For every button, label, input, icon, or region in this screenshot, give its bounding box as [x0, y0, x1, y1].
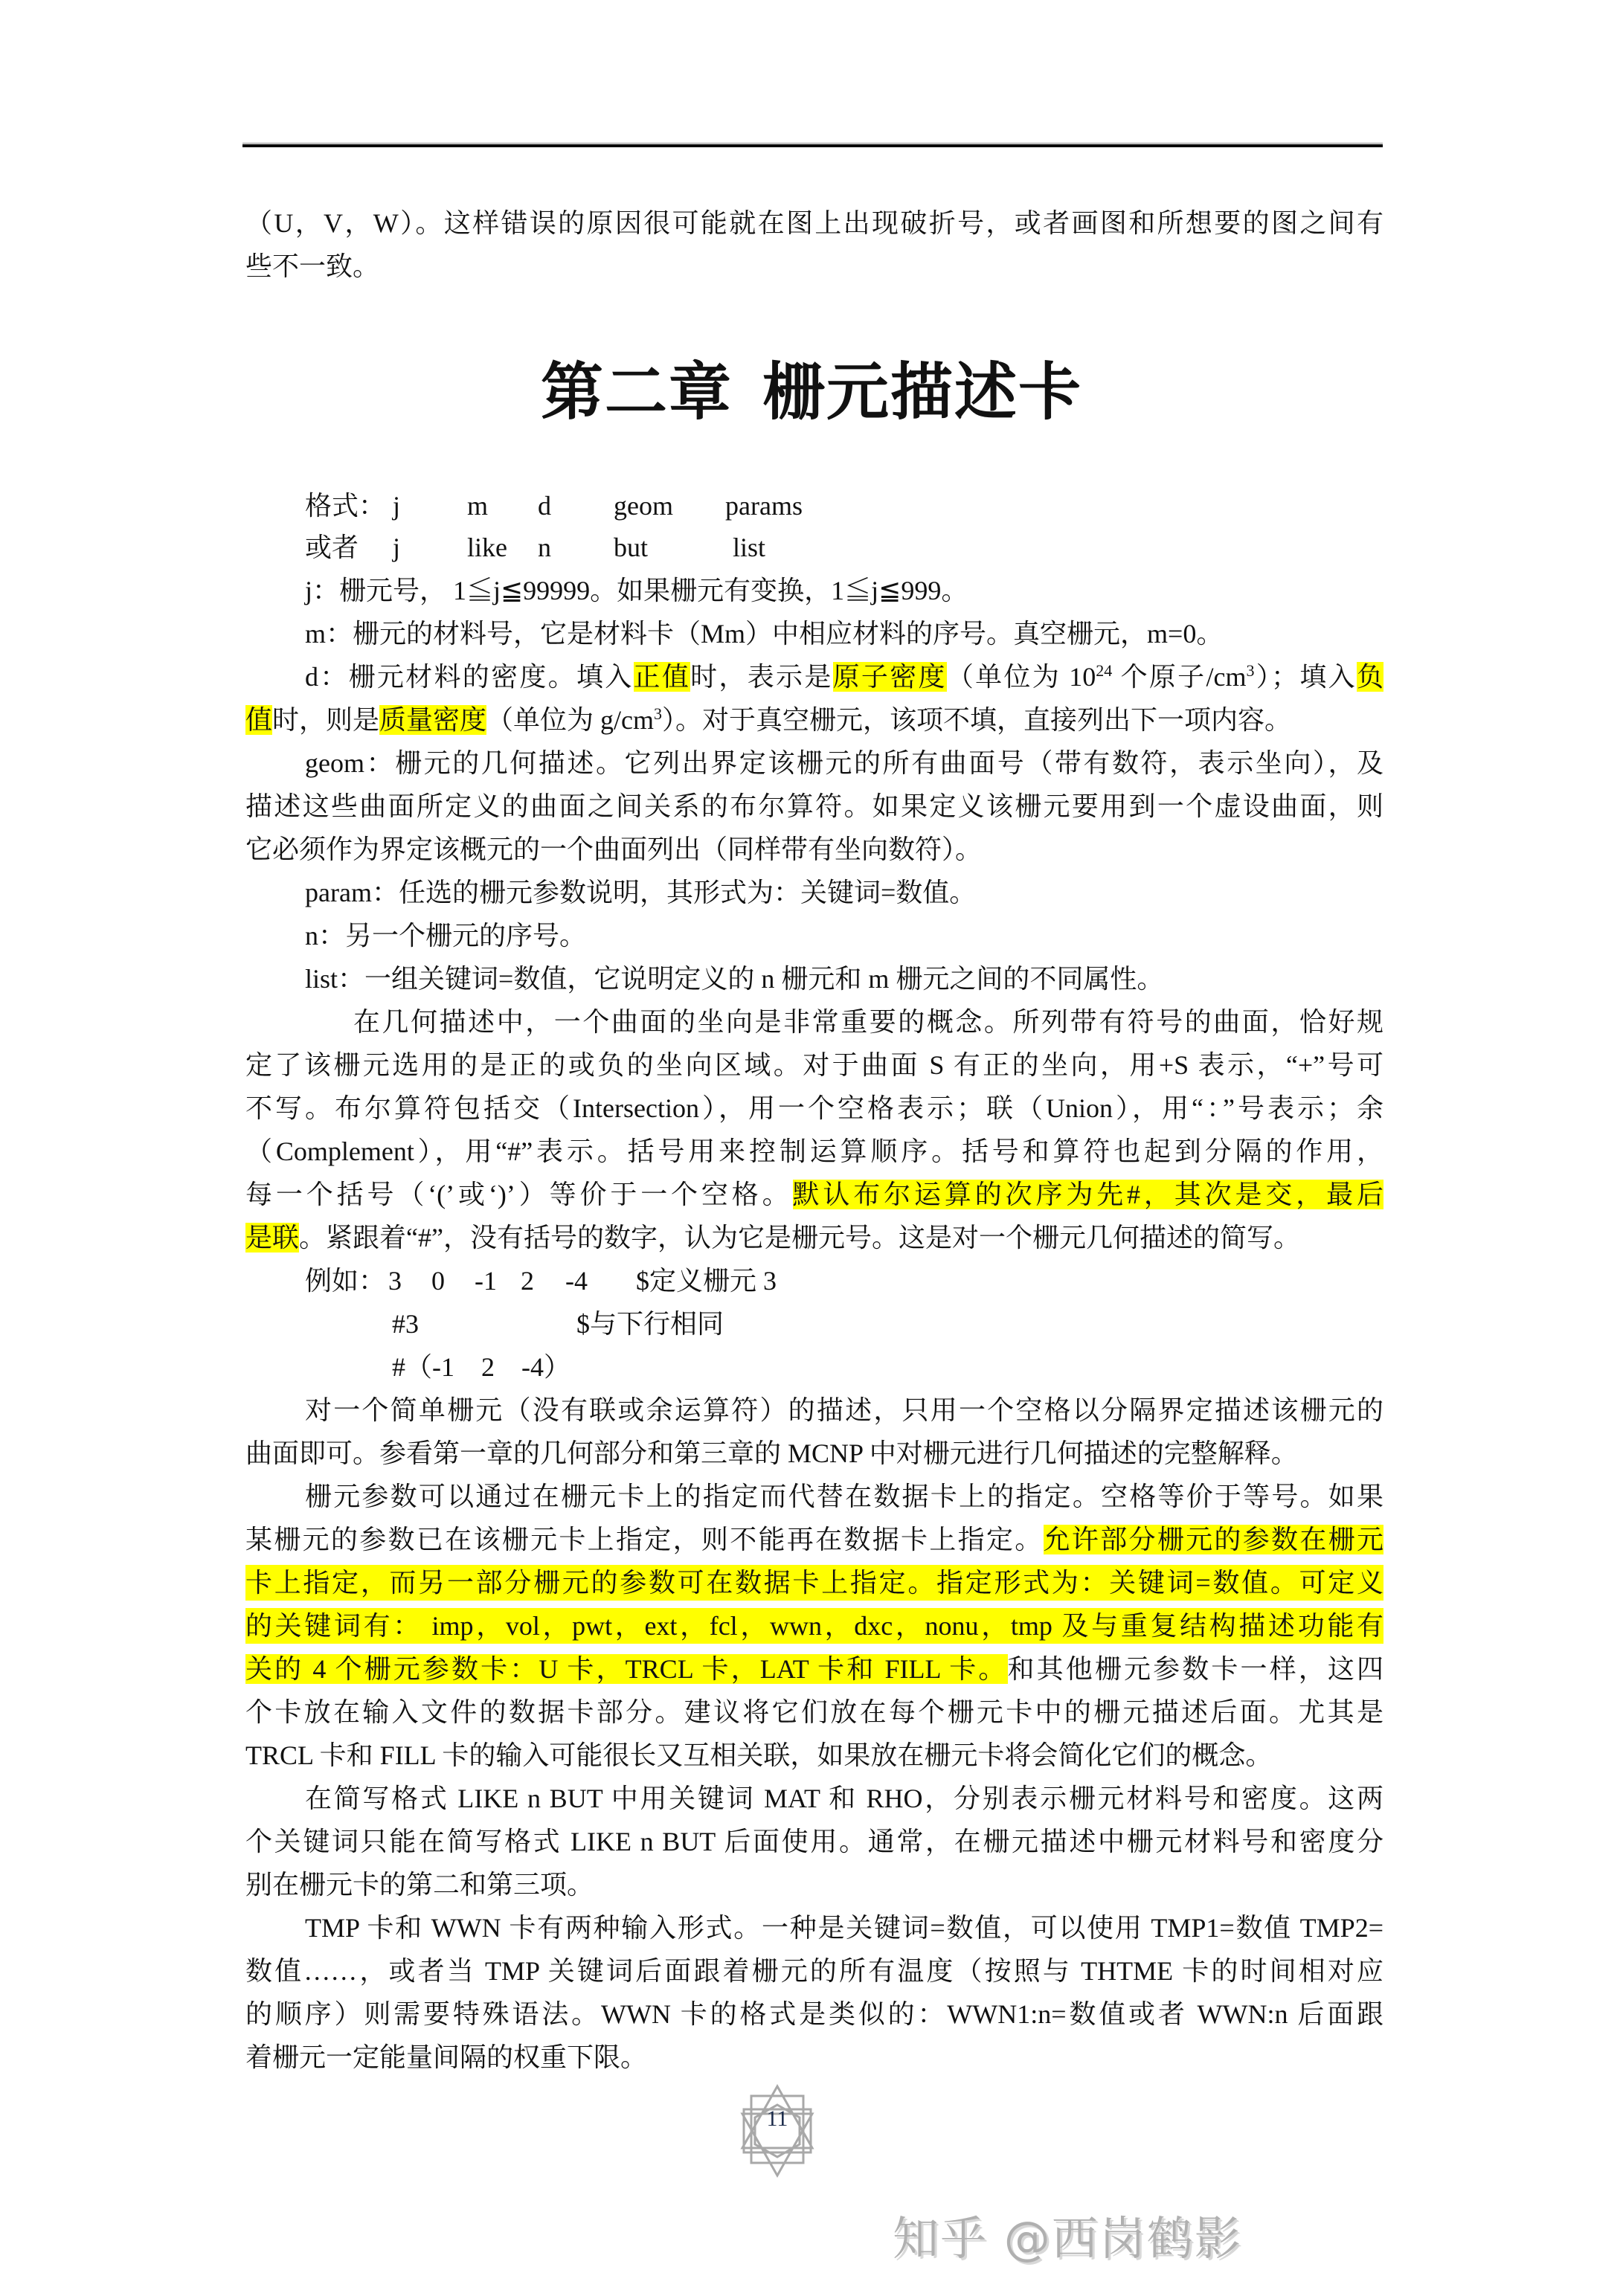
text: 某栅元的参数已在该栅元卡上指定，则不能再在数据卡上指定。 — [245, 1525, 1044, 1554]
example-comment: $与下行相同 — [576, 1309, 724, 1339]
header-rule-thin — [242, 143, 1383, 144]
tmp-para-line4: 着栅元一定能量间隔的权重下限。 — [245, 2042, 648, 2072]
format-field-d: d — [538, 491, 551, 521]
chapter-name: 栅元描述卡 — [762, 356, 1083, 428]
superscript: 24 — [1096, 661, 1113, 680]
geometry-para-line5 — [245, 1177, 1383, 1212]
geometry-para-line3: 不写。布尔算符包括交（Intersection），用一个空格表示；联（Union），用“：”号表示；余 — [245, 1093, 1383, 1123]
def-d-line2 — [245, 702, 1383, 738]
tmp-para-line3: 的顺序）则需要特殊语法。WWN 卡的格式是类似的：WWN1:n=数值或者 WWN:n 后面跟 — [245, 1999, 1383, 2029]
highlight-mass-density: 质量密度 — [379, 705, 487, 735]
format-field-params: params — [725, 491, 803, 521]
params-para-line3: 卡上指定，而另一部分栅元的参数可在数据卡上指定。指定形式为：关键词=数值。可定义 — [245, 1565, 1383, 1601]
example-value: -4 — [565, 1266, 588, 1296]
example-comment: $定义栅元 3 — [636, 1266, 777, 1296]
params-para-line2 — [245, 1522, 1383, 1557]
highlight-boolean-order: 默认布尔运算的次序为先#，其次是交，最后 — [792, 1180, 1383, 1209]
text: 。紧跟着“#”，没有括号的数字，认为它是栅元号。这是对一个栅元几何描述的简写。 — [299, 1223, 1300, 1252]
format-alt-field-but: but — [614, 533, 649, 562]
highlight-boolean-order-end: 是联 — [245, 1223, 300, 1252]
intro-line-1: （U，V，W）。这样错误的原因很可能就在图上出现破折号，或者画图和所想要的图之间有 — [245, 208, 1383, 238]
highlight-positive: 正值 — [633, 662, 691, 692]
example-row-3: #（-1 2 -4） — [392, 1352, 571, 1382]
like-para-line3: 别在栅元卡的第二和第三项。 — [245, 1870, 594, 1900]
def-param: param：任选的栅元参数说明，其形式为：关键词=数值。 — [305, 878, 977, 907]
tmp-para-line2: 数值……，或者当 TMP 关键词后面跟着栅元的所有温度（按照与 THTME 卡的时间相对应 — [245, 1956, 1383, 1986]
example-value: 2 — [521, 1266, 534, 1296]
example-label: 例如： — [305, 1266, 386, 1296]
def-m: m：栅元的材料号，它是材料卡（Mm）中相应材料的序号。真空栅元，m=0。 — [305, 619, 1224, 649]
format-field-m: m — [467, 491, 489, 521]
page-number: 11 — [766, 2106, 788, 2131]
example-value: 3 — [388, 1266, 402, 1296]
def-geom-line3: 它必须作为界定该概元的一个曲面列出（同样带有坐向数符）。 — [245, 835, 983, 864]
watermark: 知乎 @西岗鹤影 — [893, 2211, 1242, 2266]
text: ）；填入 — [1254, 662, 1357, 692]
text: 时，表示是 — [690, 662, 833, 692]
format-alt-field-like: like — [467, 533, 507, 562]
format-alt-field-j: j — [393, 533, 401, 562]
text: （单位为 g/cm — [486, 705, 655, 735]
highlight-negative-a: 负 — [1356, 662, 1383, 692]
def-list: list：一组关键词=数值，它说明定义的 n 栅元和 m 栅元之间的不同属性。 — [305, 964, 1164, 994]
superscript: 3 — [1246, 661, 1255, 680]
params-para-line1: 栅元参数可以通过在栅元卡上的指定而代替在数据卡上的指定。空格等价于等号。如果 — [305, 1482, 1383, 1511]
params-para-line4: 的关键词有： imp，vol，pwt，ext，fcl，wwn，dxc，nonu，tmp 及与重复结构描述功能有 — [245, 1608, 1383, 1644]
chapter-title — [0, 342, 1623, 432]
like-para-line1: 在简写格式 LIKE n BUT 中用关键词 MAT 和 RHO，分别表示栅元材料号和密度。这两 — [305, 1784, 1383, 1813]
highlight-params: 允许部分栅元的参数在栅元 — [1043, 1525, 1383, 1554]
text: 时，则是 — [272, 705, 380, 735]
example-value: #3 — [392, 1309, 419, 1339]
def-geom-line2: 描述这些曲面所定义的曲面之间关系的布尔算符。如果定义该栅元要用到一个虚设曲面，则 — [245, 791, 1383, 821]
geometry-para-line2: 定了该栅元选用的是正的或负的坐向区域。对于曲面 S 有正的坐向，用+S 表示，“+”号可 — [245, 1050, 1383, 1080]
geometry-para-line4: （Complement），用“#”表示。括号用来控制运算顺序。括号和算符也起到分隔的作用， — [245, 1136, 1383, 1166]
example-value: -1 — [475, 1266, 497, 1296]
highlight-negative-b: 值 — [245, 705, 273, 735]
format-alt-field-n: n — [538, 533, 551, 562]
def-n: n：另一个栅元的序号。 — [305, 921, 587, 951]
def-j: j：栅元号， 1≦j≦99999。如果栅元有变换，1≦j≦999。 — [305, 576, 968, 605]
header-rule — [242, 144, 1383, 147]
def-geom-line1: geom：栅元的几何描述。它列出界定该栅元的所有曲面号（带有数符，表示坐向），及 — [305, 748, 1383, 778]
geometry-para-line6 — [245, 1220, 1383, 1255]
def-d-line1 — [245, 659, 1383, 695]
like-para-line2: 个关键词只能在简写格式 LIKE n BUT 后面使用。通常，在栅元描述中栅元材料号和密度分 — [245, 1827, 1383, 1856]
text: ）。对于真空栅元，该项不填，直接列出下一项内容。 — [662, 705, 1292, 735]
example-row-2 — [245, 1306, 1383, 1342]
tmp-para-line1: TMP 卡和 WWN 卡有两种输入形式。一种是关键词=数值，可以使用 TMP1=数值 TMP2= — [305, 1913, 1383, 1943]
format-field-geom: geom — [614, 491, 673, 521]
format-alt-field-list: list — [733, 533, 766, 562]
text: 个原子/cm — [1112, 662, 1247, 692]
format-line — [245, 488, 1383, 524]
example-value: 0 — [431, 1266, 445, 1296]
format-alt-line — [245, 530, 1383, 565]
text: （单位为 10 — [946, 662, 1096, 692]
example-row-1 — [245, 1263, 1383, 1299]
simple-para-line2: 曲面即可。参看第一章的几何部分和第三章的 MCNP 中对栅元进行几何描述的完整解释。 — [245, 1438, 1298, 1468]
superscript: 3 — [654, 704, 663, 723]
highlight-atomic-density: 原子密度 — [832, 662, 947, 692]
geometry-para-line1: 在几何描述中，一个曲面的坐向是非常重要的概念。所列带有符号的曲面，恰好规 — [353, 1007, 1383, 1037]
format-alt-label: 或者 — [305, 533, 359, 562]
intro-line-2: 些不一致。 — [245, 251, 380, 281]
params-para-line5 — [245, 1651, 1383, 1687]
highlight-params-end: 关的 4 个栅元参数卡：U 卡，TRCL 卡，LAT 卡和 FILL 卡。 — [245, 1654, 1008, 1684]
format-label: 格式： — [305, 491, 386, 521]
text: 和其他栅元参数卡一样，这四 — [1007, 1654, 1383, 1684]
format-field-j: j — [393, 491, 401, 521]
params-para-line6: 个卡放在输入文件的数据卡部分。建议将它们放在每个栅元卡中的栅元描述后面。尤其是 — [245, 1697, 1383, 1727]
params-para-line7: TRCL 卡和 FILL 卡的输入可能很长又互相关联，如果放在栅元卡将会简化它们的概念。 — [245, 1740, 1273, 1770]
text: 每一个括号（‘(’或‘)’）等价于一个空格。 — [245, 1180, 793, 1209]
chapter-number: 第二章 — [540, 356, 733, 428]
simple-para-line1: 对一个简单栅元（没有联或余运算符）的描述，只用一个空格以分隔界定描述该栅元的 — [305, 1395, 1383, 1425]
text: d：栅元材料的密度。填入 — [305, 662, 634, 692]
